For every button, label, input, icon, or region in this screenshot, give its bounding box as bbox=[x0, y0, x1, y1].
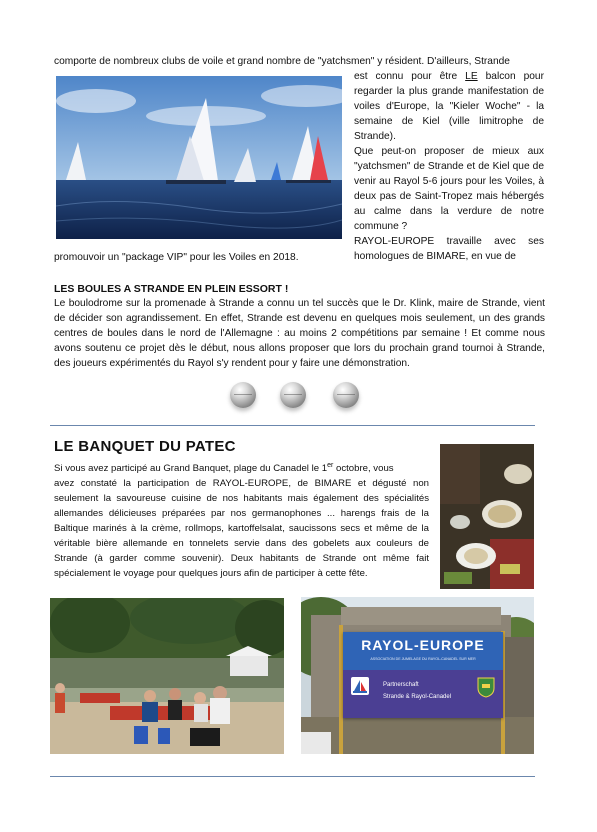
banquet-heading: LE BANQUET DU PATEC bbox=[54, 438, 236, 455]
sailing-photo bbox=[56, 76, 342, 239]
banquet-text bbox=[54, 461, 429, 581]
banquet-line-1: Si vous avez participé au Grand Banquet, plage du Canadel le 1er octobre, vous bbox=[54, 461, 394, 474]
banquet-body: avez constaté la participation de RAYOL-EUROPE, de BIMARE et dégusté non seulement la savoureuse cuisine de nos habitants mais également des spécialités allemandes délicieuses préparées par nos germanophones ... harengs frais de la Baltique marinés à la crème, rollmops, kartoffelsalat, saucissons secs et même de la véritable bière allemande en tonnelets servie dans des gobelets aux couleurs de Strande (à garder comme souvenir). Deux habitants de Strande ont même fait spécialement le voyage pour quelques jours afin de participer à cette fête. bbox=[54, 478, 429, 579]
section-divider bbox=[50, 425, 535, 426]
boules-heading: LES BOULES A STRANDE EN PLEIN ESSORT ! bbox=[54, 283, 289, 295]
crest-icon bbox=[476, 676, 496, 698]
rayol-europe-banner bbox=[343, 632, 503, 718]
boules-text: Le boulodrome sur la promenade à Strande a connu un tel succès que le Dr. Klink, maire de Strande, vient de décider son agrandissement. En effet, Strande est devenu en quelques mois seulement, un des grands centres de boules dans le nord de l'Allemagne : au moins 2 compétitions par semaine ! Et comme nous avons soutenu ce projet dès le début, nous allons proposer que lors du prochain grand tournoi à Strande, des joueurs expérimentés du Rayol s'y rendent pour y faire une démonstration. bbox=[54, 298, 545, 369]
intro-line: comporte de nombreux clubs de voile et grand nombre de "yatchsmen" y résident. D'ailleurs, Strande bbox=[54, 56, 510, 67]
banner-title: RAYOL-EUROPE bbox=[361, 637, 485, 653]
promo-line: promouvoir un "package VIP" pour les Voiles en 2018. bbox=[54, 252, 299, 263]
food-photo bbox=[440, 444, 534, 589]
banner-subtitle: ASSOCIATION DE JUMELAGE DU RAYOL-CANADEL SUR MER bbox=[370, 657, 476, 661]
banner-photo bbox=[301, 597, 534, 754]
boule-icon bbox=[280, 382, 306, 408]
boule-icon bbox=[230, 382, 256, 408]
rayol-europe-paragraph: RAYOL-EUROPE travaille avec ses homologues de BIMARE, en vue de bbox=[354, 236, 544, 262]
right-column bbox=[354, 69, 544, 264]
banner-partnerschaft: Partnerschaft bbox=[383, 682, 419, 688]
banner-logo-left bbox=[351, 677, 369, 695]
banner-top bbox=[343, 632, 503, 670]
balcon-paragraph: est connu pour être LE balcon pour regarder la plus grande manifestation de voiles d'Europe, la "Kieler Woche" - la semaine de Kiel (ville limitrophe de Strande). bbox=[354, 71, 544, 142]
yatchsmen-paragraph: Que peut-on proposer de mieux aux "yatchsmen" de Strande et de Kiel que de venir au Rayol 5-6 jours pour les Voiles, à deux pas de Saint-Tropez mais hébergés au calme dans la verdure de notre commune ? bbox=[354, 146, 544, 232]
footer-divider bbox=[50, 776, 535, 777]
banner-strande: Strande & Rayol-Canadel bbox=[383, 694, 452, 700]
sailboat-icon bbox=[351, 677, 369, 695]
boule-icon bbox=[333, 382, 359, 408]
banquet-crowd-photo bbox=[50, 598, 284, 754]
banner-logo-right bbox=[476, 676, 496, 698]
